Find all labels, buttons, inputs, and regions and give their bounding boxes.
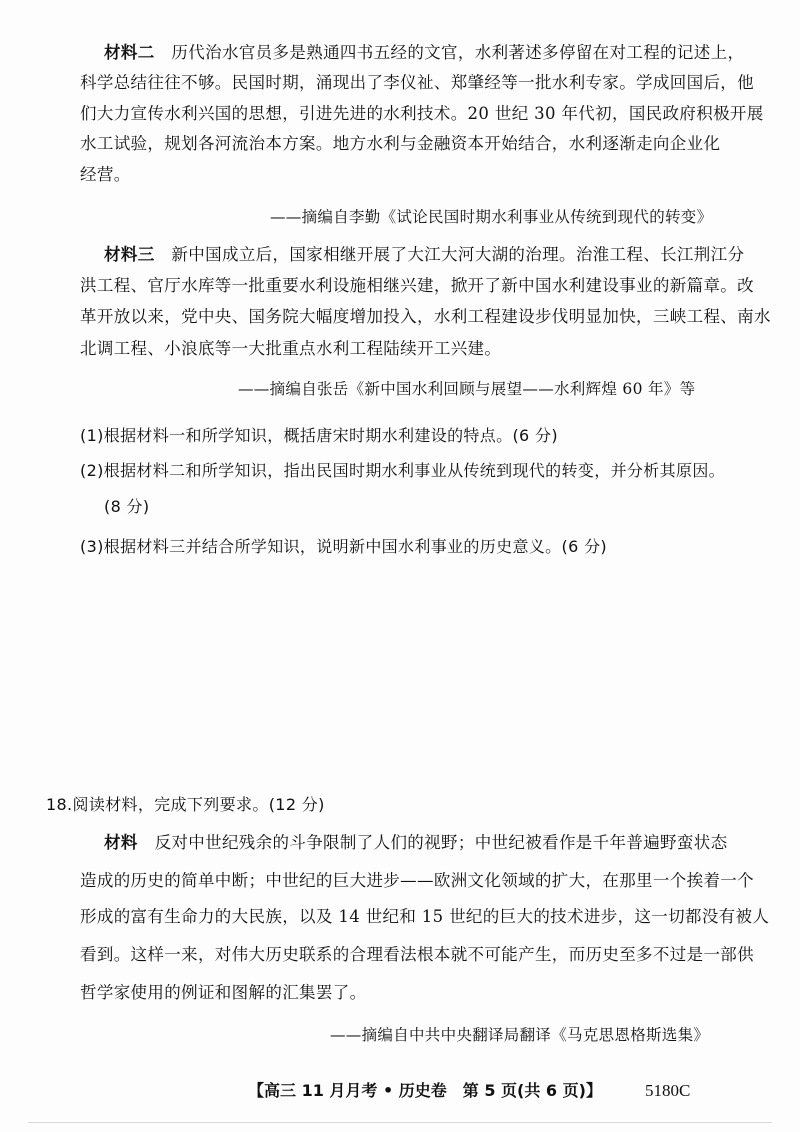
question-1: (1)根据材料一和所学知识，概括唐宋时期水利建设的特点。(6 分)	[80, 426, 558, 445]
q18-material-line-4: 看到。这样一来，对伟大历史联系的合理看法根本就不可能产生，而历史至多不过是一部供	[80, 945, 754, 964]
question-18-heading: 18.阅读材料，完成下列要求。(12 分)	[46, 795, 325, 814]
q18-material-line-2: 造成的历史的简单中断；中世纪的巨大进步——欧洲文化领域的扩大，在那里一个挨着一个	[80, 871, 754, 890]
page-footer-exam-info: 【高三 11 月月考 • 历史卷 第 5 页(共 6 页)】	[248, 1081, 602, 1100]
page-footer-code: 5180C	[645, 1081, 691, 1100]
bottom-divider	[28, 1122, 772, 1123]
q18-material-label: 材料	[104, 833, 138, 852]
q18-material-line-3: 形成的富有生命力的大民族，以及 14 世纪和 15 世纪的巨大的技术进步，这一切都没有被人	[80, 907, 770, 926]
material3-line-4: 北调工程、小浪底等一大批重点水利工程陆续开工兴建。	[80, 339, 502, 358]
material3-line-3: 革开放以来，党中央、国务院大幅度增加投入，水利工程建设步伐明显加快，三峡工程、南水	[80, 307, 771, 326]
q18-material-line-5: 哲学家使用的例证和图解的汇集罢了。	[80, 983, 367, 1002]
material2-line-1: 材料二 历代治水官员多是熟通四书五经的文官，水利著述多停留在对工程的记述上，	[104, 43, 745, 62]
material3-label: 材料三	[104, 245, 155, 264]
q18-source: ——摘编自中共中央翻译局翻译《马克思恩格斯选集》	[330, 1026, 710, 1044]
question-2-score: (8 分)	[104, 497, 150, 516]
question-2: (2)根据材料二和所学知识，指出民国时期水利事业从传统到现代的转变，并分析其原因。	[80, 461, 726, 480]
material3-line-2: 洪工程、官厅水库等一批重要水利设施相继兴建，掀开了新中国水利建设事业的新篇章。改	[80, 276, 754, 295]
question-3: (3)根据材料三并结合所学知识，说明新中国水利事业的历史意义。(6 分)	[80, 537, 608, 556]
material2-label: 材料二	[104, 43, 155, 62]
material3-line-1: 材料三 新中国成立后，国家相继开展了大江大河大湖的治理。治淮工程、长江荆江分	[104, 245, 745, 264]
q18-material-line-1: 材料 反对中世纪残余的斗争限制了人们的视野；中世纪被看作是千年普遍野蛮状态	[104, 833, 728, 852]
material2-line-3: 们大力宣传水利兴国的思想，引进先进的水利技术。20 世纪 30 年代初，国民政府积极开展	[80, 104, 764, 123]
material2-line-5: 经营。	[80, 165, 131, 184]
material2-source: ——摘编自李勤《试论民国时期水利事业从传统到现代的转变》	[270, 208, 713, 226]
material3-source: ——摘编自张岳《新中国水利回顾与展望——水利辉煌 60 年》等	[238, 380, 696, 398]
material2-line-2: 科学总结往往不够。民国时期，涌现出了李仪祉、郑肇经等一批水利专家。学成回国后，他	[80, 73, 754, 92]
material2-line-4: 水工试验，规划各河流治本方案。地方水利与金融资本开始结合，水利逐渐走向企业化	[80, 134, 721, 153]
